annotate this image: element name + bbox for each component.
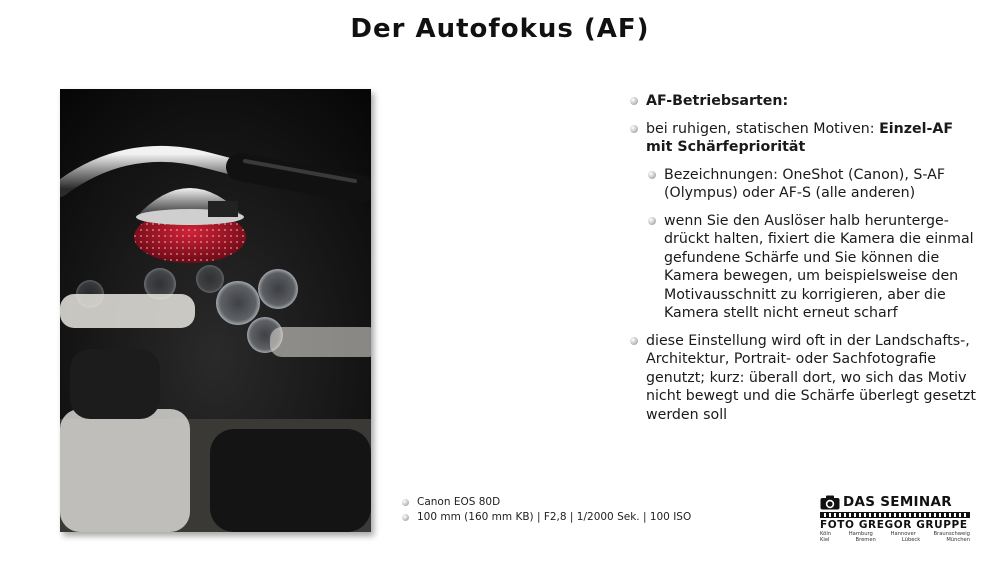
bullet-icon xyxy=(630,125,638,133)
city: Hamburg xyxy=(848,531,873,537)
city: Lübeck xyxy=(901,537,921,543)
bullet-usage xyxy=(630,332,982,425)
bullet-text: wenn Sie den Auslöser halb herunterge-drückt halten, fixiert die Kamera die einmal gefundene Schärfe und Sie können die Kamera bewegen, um beispielsweise den Motivausschnitt zu korrigieren, aber die Kamera stellt nicht erneut scharf xyxy=(664,212,974,321)
bullet-icon xyxy=(630,337,638,345)
das-seminar-logo xyxy=(820,494,970,544)
caption-settings xyxy=(402,510,691,525)
photo-caption xyxy=(402,495,691,525)
bullet-list xyxy=(630,92,982,433)
film-strip xyxy=(820,512,970,518)
bullet-bold-text: AF-Betriebsarten: xyxy=(646,93,789,109)
logo-line2: FOTO GREGOR GRUPPE xyxy=(820,519,968,531)
logo-line1: DAS SEMINAR xyxy=(843,494,952,510)
sub-bullet-names xyxy=(648,166,982,203)
bullet-icon xyxy=(402,514,409,521)
slide-title: Der Autofokus (AF) xyxy=(350,14,650,44)
city: Köln xyxy=(820,531,832,537)
city: Bremen xyxy=(855,537,876,543)
caption-camera xyxy=(402,495,691,510)
camera-icon xyxy=(820,495,840,510)
bullet-text: Bezeichnungen: OneShot (Canon), S-AF (Olympus) oder AF-S (alle anderen) xyxy=(664,166,946,201)
bullet-af-modes xyxy=(630,92,982,111)
bullet-icon xyxy=(630,97,638,105)
bicycle-bell-photo xyxy=(60,89,371,532)
caption-camera-text: Canon EOS 80D xyxy=(417,496,501,508)
bullet-text: bei ruhigen, statischen Motiven: xyxy=(646,120,880,137)
bullet-icon xyxy=(648,217,656,225)
sub-bullet-half-press xyxy=(648,212,982,323)
city: Kiel xyxy=(820,537,830,543)
city: Braunschweig xyxy=(933,531,970,537)
bullet-text: diese Einstellung wird oft in der Landschafts-, Architektur, Portrait- oder Sachfotografie genutzt; kurz: überall dort, wo sich das Motiv nicht bewegt und die Schärfe überlegt gesetzt werden soll xyxy=(646,332,976,423)
logo-cities xyxy=(820,531,970,543)
bullet-icon xyxy=(648,171,656,179)
bullet-icon xyxy=(402,499,409,506)
bullet-bold-text: Einzel-AF mit Schärfepriorität xyxy=(646,120,954,155)
bullet-static-subjects xyxy=(630,120,982,157)
caption-settings-text: 100 mm (160 mm KB) | F2,8 | 1/2000 Sek. | 100 ISO xyxy=(417,511,692,523)
city: Hannover xyxy=(890,531,916,537)
city: München xyxy=(946,537,970,543)
